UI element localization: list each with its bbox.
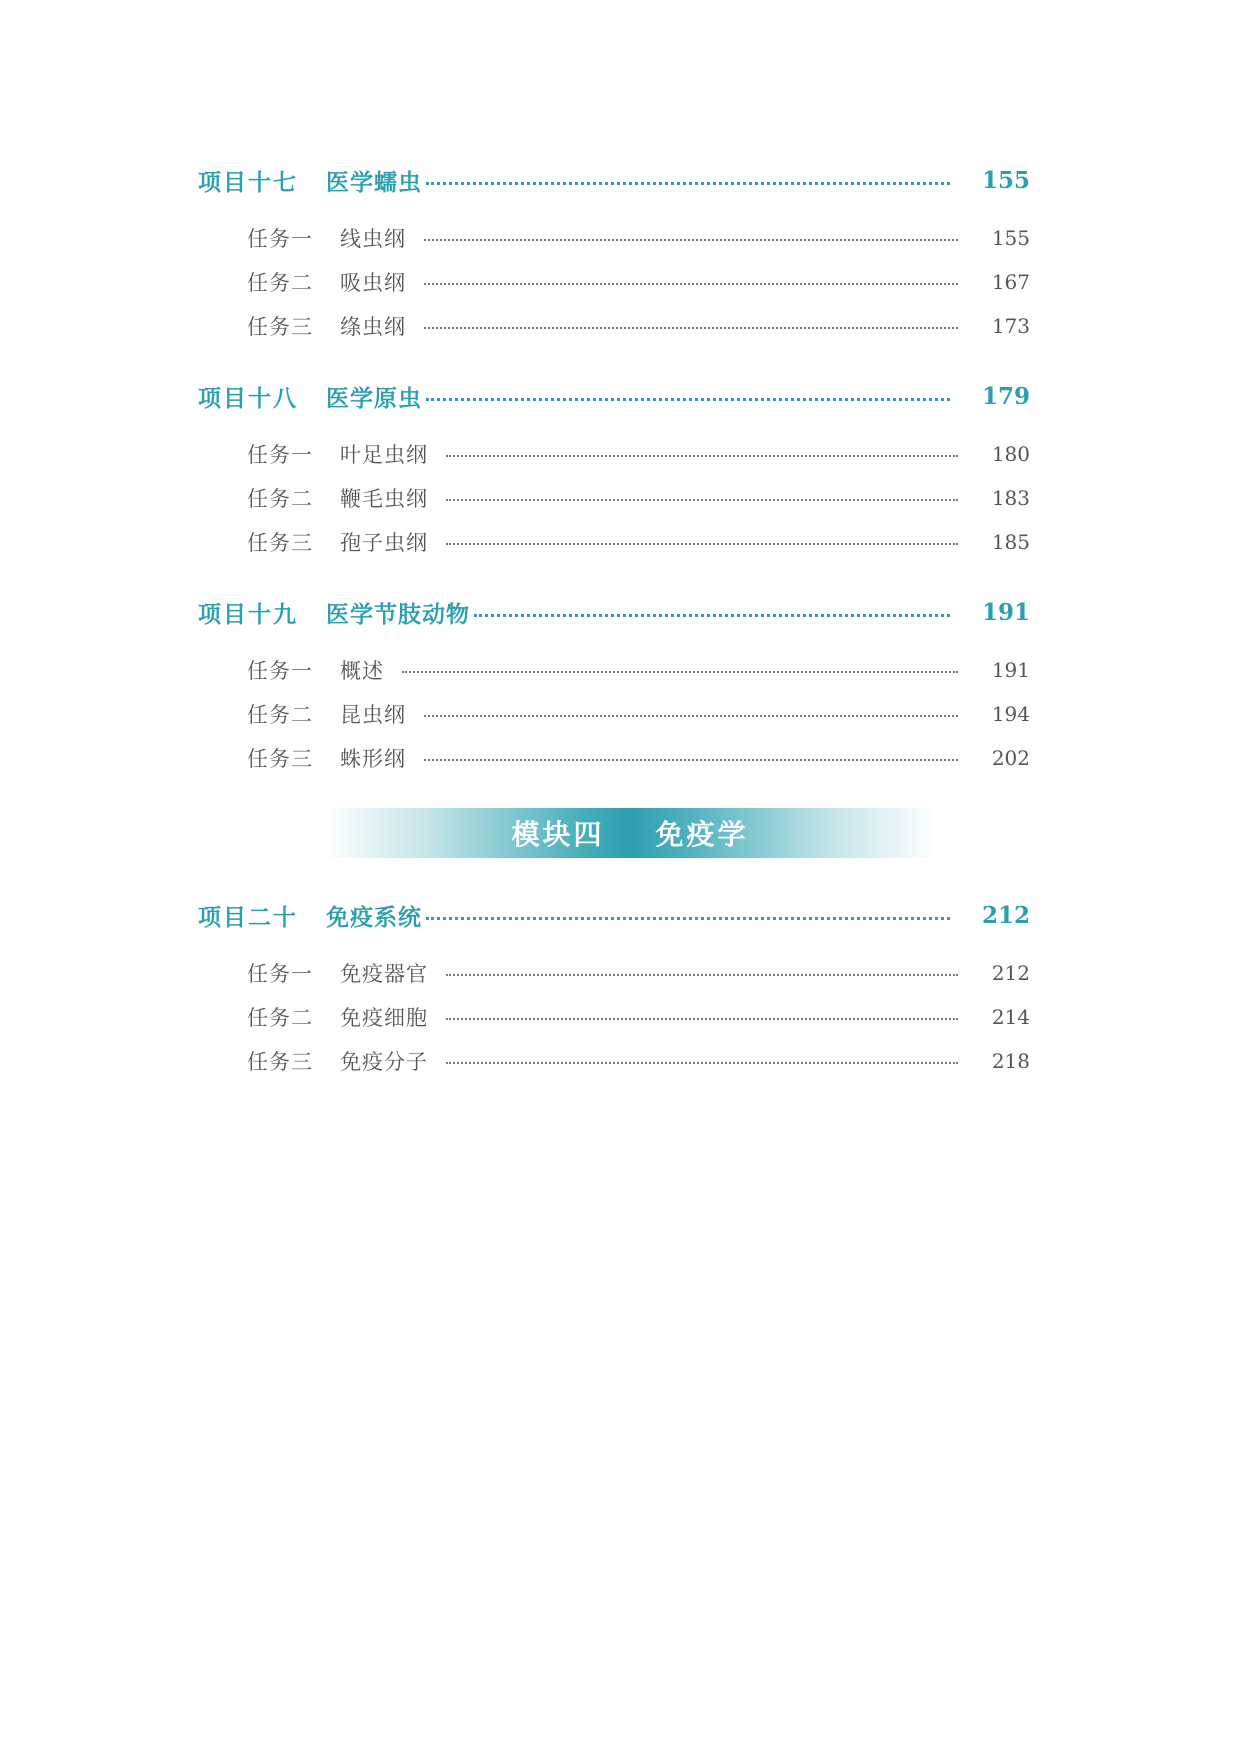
toc-project-entry[interactable] — [190, 885, 1030, 945]
project-title: 医学节肢动物 — [326, 600, 470, 628]
toc-project-entry[interactable] — [190, 582, 1030, 642]
task-number: 任务一 — [247, 659, 313, 683]
page-number: 191 — [981, 598, 1030, 626]
toc-task-entry[interactable] — [190, 995, 1030, 1039]
toc-task-entry[interactable] — [190, 692, 1030, 736]
task-title: 鞭毛虫纲 — [340, 487, 428, 511]
dot-leader — [424, 283, 958, 285]
task-title: 孢子虫纲 — [340, 531, 428, 555]
task-title: 免疫细胞 — [340, 1006, 428, 1030]
task-number: 任务三 — [247, 315, 313, 339]
dot-leader — [426, 917, 950, 920]
table-of-contents-module — [190, 885, 1030, 1083]
task-number: 任务一 — [247, 443, 313, 467]
task-number: 任务三 — [247, 1050, 313, 1074]
project-number: 项目十八 — [198, 384, 298, 412]
page-number: 218 — [991, 1049, 1030, 1073]
task-number: 任务二 — [247, 271, 313, 295]
toc-task-entry[interactable] — [190, 520, 1030, 564]
task-title: 绦虫纲 — [340, 315, 406, 339]
page-number: 191 — [991, 658, 1030, 682]
task-number: 任务一 — [247, 227, 313, 251]
page-number: 155 — [981, 166, 1030, 194]
toc-project-entry[interactable] — [190, 366, 1030, 426]
page-number: 185 — [991, 530, 1030, 554]
page-number: 214 — [991, 1005, 1030, 1029]
dot-leader — [446, 543, 958, 545]
page-number: 202 — [991, 746, 1030, 770]
dot-leader — [424, 759, 958, 761]
spacer — [190, 564, 1030, 582]
project-number: 项目二十 — [198, 903, 298, 931]
toc-task-entry[interactable] — [190, 951, 1030, 995]
project-number: 项目十七 — [198, 168, 298, 196]
module-banner — [325, 808, 935, 858]
task-title: 概述 — [340, 659, 384, 683]
project-title: 医学原虫 — [326, 384, 422, 412]
dot-leader — [446, 499, 958, 501]
toc-task-entry[interactable] — [190, 736, 1030, 780]
page-number: 194 — [991, 702, 1030, 726]
project-title: 免疫系统 — [326, 903, 422, 931]
task-number: 任务二 — [247, 1006, 313, 1030]
task-title: 吸虫纲 — [340, 271, 406, 295]
page-number: 155 — [991, 226, 1030, 250]
toc-task-entry[interactable] — [190, 216, 1030, 260]
task-number: 任务二 — [247, 703, 313, 727]
toc-task-entry[interactable] — [190, 476, 1030, 520]
dot-leader — [446, 1062, 958, 1064]
dot-leader — [424, 327, 958, 329]
module-title: 模块四 免疫学 — [511, 818, 749, 851]
task-number: 任务三 — [247, 531, 313, 555]
task-title: 蛛形纲 — [340, 747, 406, 771]
task-title: 叶足虫纲 — [340, 443, 428, 467]
dot-leader — [402, 671, 958, 673]
task-number: 任务三 — [247, 747, 313, 771]
page-number: 183 — [991, 486, 1030, 510]
table-of-contents — [190, 150, 1030, 780]
task-number: 任务一 — [247, 962, 313, 986]
task-title: 免疫器官 — [340, 962, 428, 986]
page-number: 212 — [981, 901, 1030, 929]
project-title: 医学蠕虫 — [326, 168, 422, 196]
toc-task-entry[interactable] — [190, 1039, 1030, 1083]
page-number: 173 — [991, 314, 1030, 338]
dot-leader — [474, 614, 950, 617]
page-number: 167 — [991, 270, 1030, 294]
dot-leader — [424, 715, 958, 717]
spacer — [190, 348, 1030, 366]
dot-leader — [424, 239, 958, 241]
toc-task-entry[interactable] — [190, 260, 1030, 304]
page-number: 179 — [981, 382, 1030, 410]
toc-task-entry[interactable] — [190, 304, 1030, 348]
dot-leader — [426, 398, 950, 401]
toc-task-entry[interactable] — [190, 648, 1030, 692]
page-number: 212 — [991, 961, 1030, 985]
dot-leader — [426, 182, 950, 185]
toc-task-entry[interactable] — [190, 432, 1030, 476]
toc-project-entry[interactable] — [190, 150, 1030, 210]
dot-leader — [446, 1018, 958, 1020]
project-number: 项目十九 — [198, 600, 298, 628]
dot-leader — [446, 974, 958, 976]
dot-leader — [446, 455, 958, 457]
task-title: 昆虫纲 — [340, 703, 406, 727]
task-title: 免疫分子 — [340, 1050, 428, 1074]
page-number: 180 — [991, 442, 1030, 466]
task-title: 线虫纲 — [340, 227, 406, 251]
task-number: 任务二 — [247, 487, 313, 511]
